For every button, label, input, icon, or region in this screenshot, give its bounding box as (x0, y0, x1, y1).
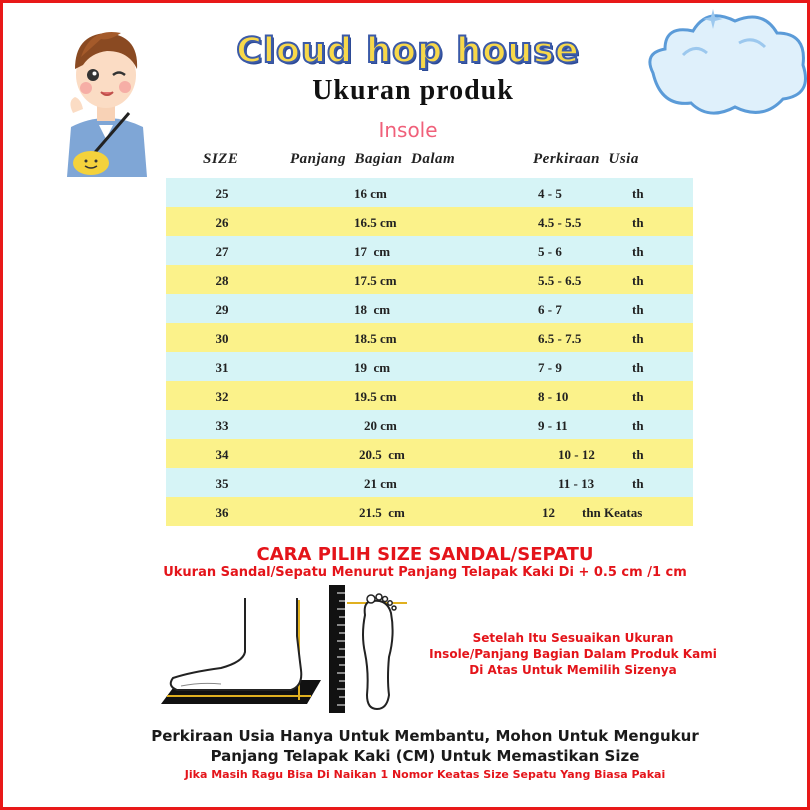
cell-unit: th (632, 273, 644, 288)
after-note-line: Di Atas Untuk Memilih Sizenya (469, 663, 677, 677)
age-disclaimer-line1: Perkiraan Usia Hanya Untuk Membantu, Mohon Untuk Mengukur (151, 727, 699, 745)
sparkle-icon (703, 9, 723, 29)
cell-length: 20 cm (364, 418, 397, 433)
cell-age: 4 - 5 (538, 186, 562, 201)
cell-unit: th (632, 215, 644, 230)
size-up-tip: Jika Masih Ragu Bisa Di Naikan 1 Nomor Keatas Size Sepatu Yang Biasa Pakai (184, 768, 666, 781)
cell-size: 28 (215, 273, 229, 288)
cell-size: 33 (215, 418, 229, 433)
cell-age: 8 - 10 (538, 389, 569, 404)
age-disclaimer-line2: Panjang Telapak Kaki (CM) Untuk Memastikan Size (210, 747, 640, 765)
table-row (166, 352, 693, 381)
table-row (166, 381, 693, 410)
cell-length: 19 cm (354, 360, 391, 375)
cell-age: 6 - 7 (538, 302, 562, 317)
cell-unit: thn Keatas (582, 505, 643, 520)
table-row (166, 497, 693, 526)
table-row (166, 236, 693, 265)
age-disclaimer (103, 726, 747, 766)
insole-label: Insole (378, 118, 438, 142)
cell-unit: th (632, 302, 644, 317)
foot-side-illustration (151, 596, 329, 708)
cloud-decoration (643, 3, 807, 123)
cell-length: 18 cm (354, 302, 391, 317)
cell-size: 34 (215, 447, 229, 462)
table-row (166, 265, 693, 294)
table-row (166, 468, 693, 497)
cell-length: 17 cm (354, 244, 391, 259)
cell-size: 26 (215, 215, 229, 230)
table-row (166, 178, 693, 207)
cell-unit: th (632, 418, 644, 433)
cell-length: 21.5 cm (359, 505, 405, 520)
cell-size: 27 (215, 244, 229, 259)
table-row (166, 323, 693, 352)
cell-unit: th (632, 331, 644, 346)
cell-age: 10 - 12 (558, 447, 595, 462)
cell-age: 12 (542, 505, 555, 520)
boy-mascot-illustration (61, 17, 151, 177)
cell-unit: th (632, 389, 644, 404)
cell-unit: th (632, 476, 644, 491)
cell-unit: th (632, 447, 644, 462)
cell-unit: th (632, 244, 644, 259)
cell-age: 11 - 13 (558, 476, 595, 491)
after-note-line: Setelah Itu Sesuaikan Ukuran (472, 631, 674, 645)
cell-age: 6.5 - 7.5 (538, 331, 582, 346)
cell-size: 36 (215, 505, 229, 520)
cell-size: 35 (215, 476, 229, 491)
table-row (166, 294, 693, 323)
cell-size: 29 (215, 302, 229, 317)
header-size: SIZE (203, 151, 239, 167)
cell-size: 25 (215, 186, 229, 201)
after-note-line: Insole/Panjang Bagian Dalam Produk Kami (429, 647, 717, 661)
cell-unit: th (632, 360, 644, 375)
cell-age: 5 - 6 (538, 244, 562, 259)
header-length: Panjang Bagian Dalam (290, 151, 456, 167)
foot-top-ruler-illustration (329, 585, 409, 713)
cell-length: 20.5 cm (359, 447, 405, 462)
brand-name: Cloud hop house (236, 31, 580, 71)
cell-size: 31 (215, 360, 229, 375)
size-table (166, 178, 693, 526)
cell-length: 16.5 cm (354, 215, 397, 230)
cell-size: 30 (215, 331, 229, 346)
cell-length: 19.5 cm (354, 389, 397, 404)
cell-length: 21 cm (364, 476, 397, 491)
cell-age: 9 - 11 (538, 418, 568, 433)
cell-age: 4.5 - 5.5 (538, 215, 582, 230)
cell-age: 7 - 9 (538, 360, 562, 375)
cell-age: 5.5 - 6.5 (538, 273, 582, 288)
howto-subtitle: Ukuran Sandal/Sepatu Menurut Panjang Telapak Kaki Di + 0.5 cm /1 cm (163, 565, 687, 580)
cell-length: 18.5 cm (354, 331, 397, 346)
cell-length: 16 cm (354, 186, 387, 201)
table-row (166, 410, 693, 439)
howto-title: CARA PILIH SIZE SANDAL/SEPATU (256, 544, 594, 565)
page-title: Ukuran produk (312, 75, 514, 106)
cell-unit: th (632, 186, 644, 201)
header-age: Perkiraan Usia (533, 151, 639, 167)
after-measure-note (423, 630, 723, 678)
cell-length: 17.5 cm (354, 273, 397, 288)
cell-size: 32 (215, 389, 229, 404)
table-row (166, 439, 693, 468)
table-row (166, 207, 693, 236)
